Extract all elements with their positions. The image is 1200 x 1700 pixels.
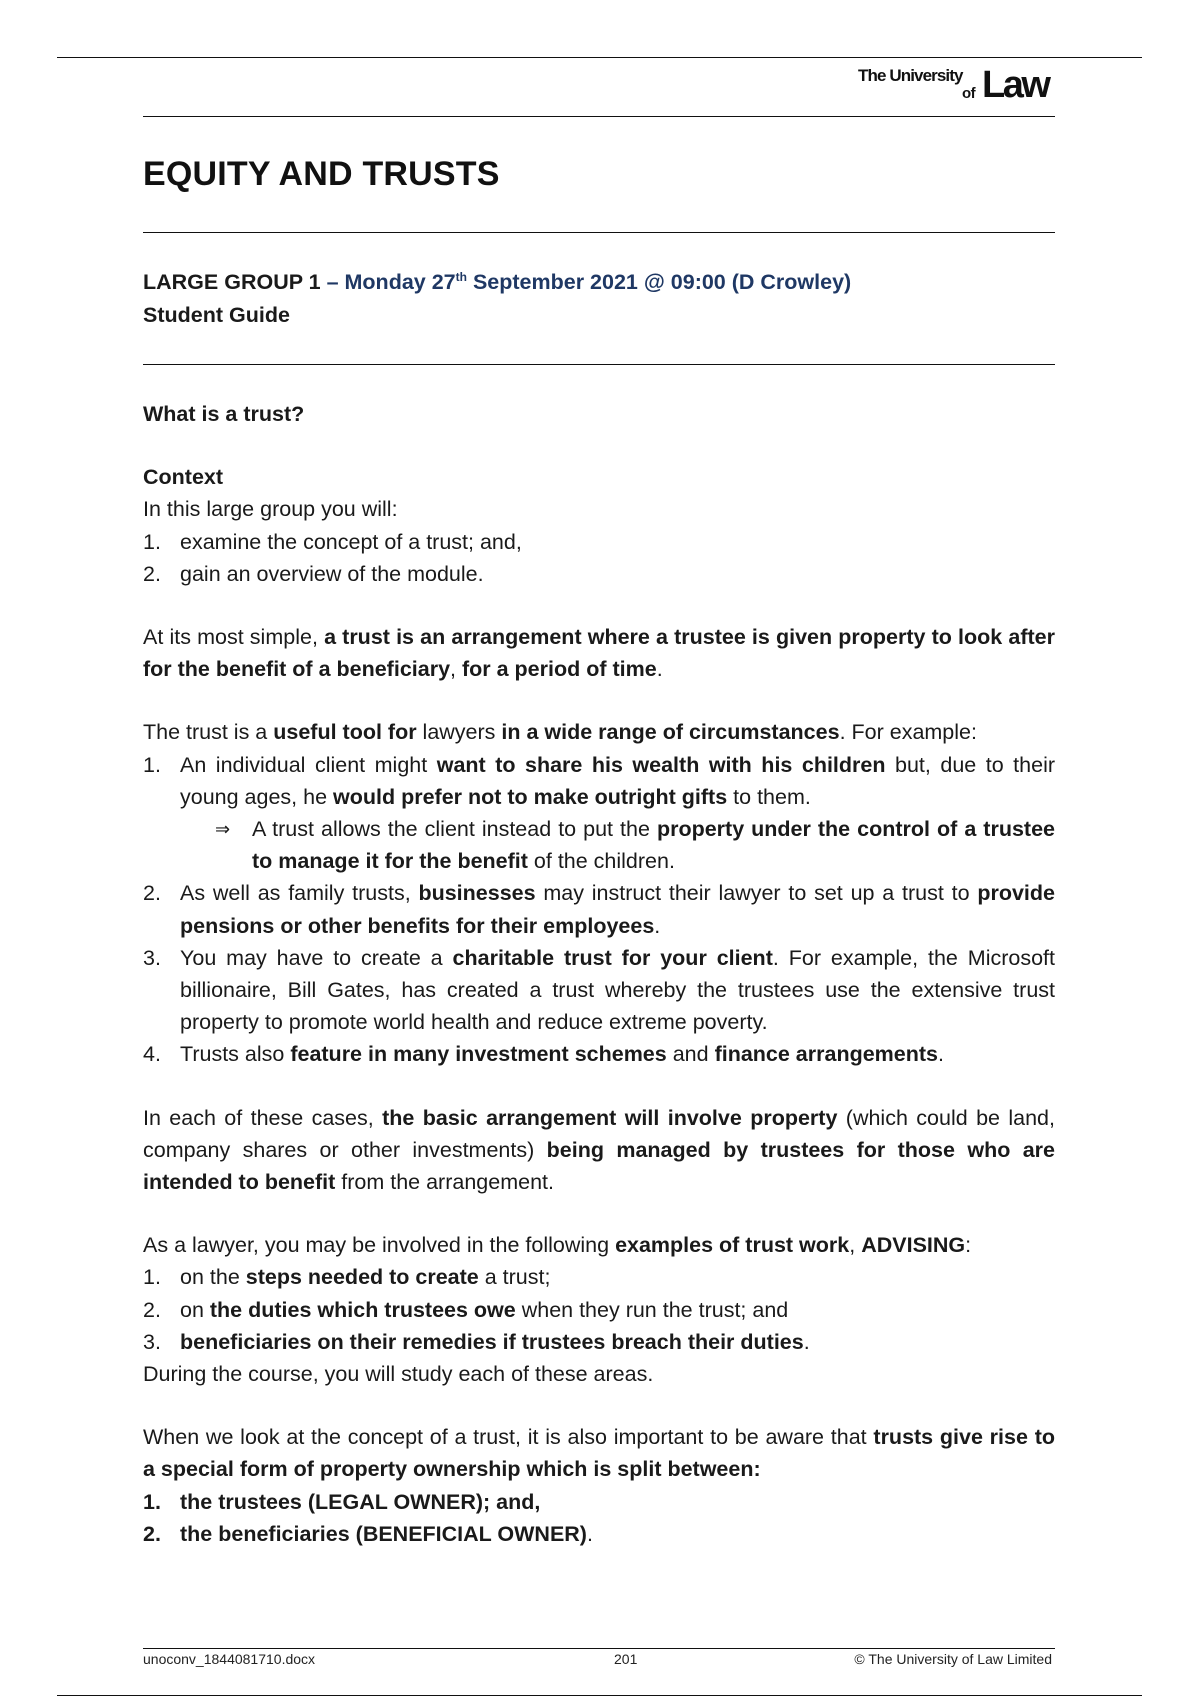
list-item	[143, 1261, 1055, 1293]
text: In each of these cases,	[143, 1105, 383, 1130]
logo-line1: The University	[858, 66, 963, 85]
footer-page-number: 201	[614, 1651, 638, 1667]
session-date-post: September 2021 @ 09:00 (D Crowley)	[466, 270, 852, 294]
text: ,	[450, 657, 462, 682]
context-list	[143, 526, 1055, 590]
list-number: 1.	[143, 529, 161, 554]
text: The trust is a	[143, 720, 274, 745]
bold-text: trusts give rise to a special form of property ownership which is split between:	[143, 1425, 1055, 1482]
bold-text: ADVISING	[861, 1233, 966, 1258]
text: :	[965, 1233, 972, 1258]
bold-text: the basic arrangement will involve property	[382, 1105, 838, 1130]
list-item	[143, 1326, 1055, 1358]
footer-filename: unoconv_1844081710.docx	[143, 1651, 316, 1667]
list-number: 2.	[143, 1521, 161, 1546]
lawyer-paragraph	[143, 1229, 1055, 1261]
definition-paragraph	[143, 621, 1055, 685]
text: .	[803, 1329, 810, 1354]
text: .	[656, 657, 663, 682]
list-number: 1.	[143, 1489, 161, 1514]
list-item	[143, 1294, 1055, 1326]
bold-text: finance arrangements	[714, 1042, 939, 1067]
list-number: 2.	[143, 561, 161, 586]
text: You may have to create a	[180, 945, 453, 970]
text: may instruct their lawyer to set up a trust to	[535, 881, 978, 906]
text: A trust allows the client instead to put the	[252, 817, 657, 842]
bold-text: steps needed to create	[245, 1265, 479, 1290]
text: of the children.	[527, 849, 675, 874]
text: but, due to their young ages, he	[180, 752, 1056, 809]
session-subtitle: Student Guide	[143, 303, 290, 327]
list-text: gain an overview of the module.	[180, 561, 484, 586]
list-number: 1.	[143, 1265, 161, 1290]
examples-list-continued	[143, 877, 1055, 1070]
bold-text: examples of trust work	[615, 1233, 850, 1258]
text: When we look at the concept of a trust, it is also important to be aware that	[143, 1425, 874, 1450]
cases-paragraph	[143, 1102, 1055, 1199]
text: An individual client might	[180, 752, 437, 777]
university-logo	[858, 64, 1058, 106]
bold-text: property under the control of a trustee to manage it for the benefit	[252, 817, 1055, 874]
text: At its most simple,	[143, 625, 325, 650]
session-line	[143, 266, 851, 298]
document-body	[143, 398, 1055, 1550]
bold-text: the duties which trustees owe	[209, 1297, 516, 1322]
course-note: During the course, you will study each of these areas.	[143, 1362, 654, 1387]
advising-list	[143, 1261, 1055, 1358]
ownership-list	[143, 1486, 1055, 1550]
text: As well as family trusts,	[180, 881, 419, 906]
bold-text: provide pensions or other benefits for their employees	[180, 881, 1055, 938]
logo-of: of	[962, 85, 975, 102]
list-item	[143, 877, 1055, 941]
list-item	[143, 749, 1055, 813]
list-item	[143, 1518, 1055, 1550]
bold-text: feature in many investment schemes	[290, 1042, 667, 1067]
bold-text: charitable trust for your client	[452, 945, 773, 970]
session-date-pre: Monday 27	[344, 270, 456, 294]
text: on	[180, 1297, 210, 1322]
sub-list-item	[143, 813, 1055, 877]
bold-text: in a wide range of circumstances	[501, 720, 840, 745]
arrow-icon: ⇒	[215, 819, 231, 840]
list-number: 3.	[143, 1329, 161, 1354]
section-heading: What is a trust?	[143, 402, 305, 426]
bold-text: would prefer not to make outright gifts	[333, 784, 728, 809]
text: . For example, the Microsoft billionaire, Bill Gates, has created a trust whereby the trustees use the extensive trust property to promote world health and reduce extreme poverty.	[180, 945, 1055, 1035]
document-title: EQUITY AND TRUSTS	[143, 155, 500, 193]
session-dash: –	[320, 270, 345, 294]
footer-copyright: © The University of Law Limited	[854, 1651, 1052, 1667]
text: to them.	[727, 784, 811, 809]
bold-text: beneficiaries on their remedies if trustees breach their duties	[180, 1329, 804, 1354]
bold-text: want to share his wealth with his children	[436, 752, 886, 777]
list-item	[143, 526, 1055, 558]
usefulness-paragraph	[143, 716, 1055, 748]
context-heading: Context	[143, 465, 224, 490]
bold-text: businesses	[418, 881, 536, 906]
text: Trusts also	[180, 1042, 291, 1067]
text: a trust;	[478, 1265, 551, 1290]
text: .	[654, 913, 661, 938]
text: . For example:	[839, 720, 977, 745]
bold-text: the trustees (LEGAL OWNER); and,	[180, 1489, 541, 1514]
session-rule	[143, 364, 1055, 365]
list-item	[143, 1038, 1055, 1070]
list-item	[143, 1486, 1055, 1518]
bold-text: a trust is an arrangement where a trustee is given property to look after for the benefit of a beneficiary	[143, 625, 1055, 682]
ownership-paragraph	[143, 1421, 1055, 1485]
bold-text: being managed by trustees for those who are intended to benefit	[143, 1137, 1055, 1195]
text: .	[938, 1042, 944, 1067]
text: .	[586, 1521, 593, 1546]
list-number: 4.	[143, 1042, 161, 1067]
text: As a lawyer, you may be involved in the following	[143, 1233, 616, 1258]
list-number: 2.	[143, 881, 161, 906]
session-group: LARGE GROUP 1	[143, 270, 321, 294]
bold-text: for a period of time	[461, 657, 657, 682]
logo-law: Law	[982, 64, 1049, 106]
text: and	[666, 1042, 715, 1067]
bold-text: the beneficiaries (BENEFICIAL OWNER)	[180, 1521, 587, 1546]
bold-text: useful tool for	[273, 720, 417, 745]
text: when they run the trust; and	[515, 1297, 789, 1322]
bottom-page-rule	[57, 1695, 1142, 1696]
list-number: 3.	[143, 945, 161, 970]
text: lawyers	[416, 720, 502, 745]
examples-list	[143, 749, 1055, 813]
header-rule	[143, 116, 1055, 117]
list-item	[143, 558, 1055, 590]
text: on the	[180, 1265, 246, 1290]
text: from the arrangement.	[335, 1170, 554, 1195]
list-number: 1.	[143, 752, 161, 777]
list-item	[143, 942, 1055, 1039]
top-page-rule	[57, 57, 1142, 58]
list-text: examine the concept of a trust; and,	[180, 529, 522, 554]
footer-rule	[143, 1648, 1055, 1649]
text: ,	[849, 1233, 862, 1258]
session-date-sup: th	[455, 270, 467, 284]
context-intro: In this large group you will:	[143, 497, 398, 522]
list-number: 2.	[143, 1297, 161, 1322]
title-rule	[143, 232, 1055, 233]
text: (which could be land, company shares or other investments)	[143, 1105, 1055, 1162]
